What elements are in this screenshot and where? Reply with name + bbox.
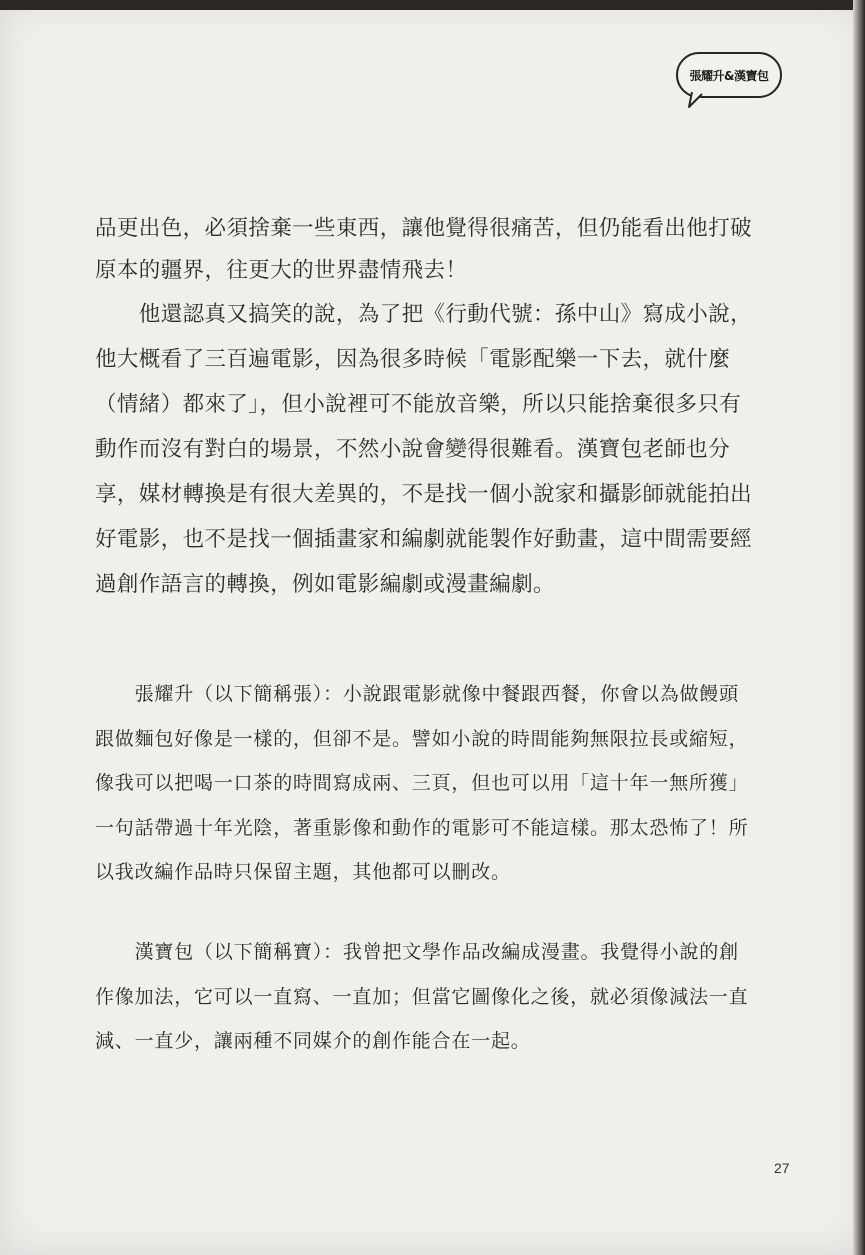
header-label: 張耀升&漢寶包 [689,68,769,83]
paragraph-sun-yat-sen: 他還認真又搞笑的說，為了把《行動代號：孫中山》寫成小說，他大概看了三百遍電影，因為很多時候「電影配樂一下去，就什麼（情緒）都來了」，但小說裡可不能放音樂，所以只能捨棄很多只有動作而沒有對白的場景，不然小說會變得很難看。漢寶包老師也分享，媒材轉換是有很大差異的，不是找一個小說家和攝影師就能拍出好電影，也不是找一個插畫家和編劇就能製作好動畫，這中間需要經過創作語言的轉換，例如電影編劇或漫畫編劇。 [95,302,753,597]
paragraph-interview-zhang: 張耀升（以下簡稱張）：小說跟電影就像中餐跟西餐，你會以為做饅頭跟做麵包好像是一樣的，但卻不是。譬如小說的時間能夠無限拉長或縮短，像我可以把喝一口茶的時間寫成兩、三頁，但也可以用「這十年一無所獲」一句話帶過十年光陰，著重影像和動作的電影可不能這樣。那太恐怖了！所以我改編作品時只保留主題，其他都可以刪改。 [95,683,749,883]
page-number: 27 [774,1160,790,1176]
speech-bubble-tail-icon [688,92,706,108]
paragraph-interview-bao: 漢寶包（以下簡稱寶）：我曾把文學作品改編成漫畫。我覺得小說的創作像加法，它可以一直寫、一直加；但當它圖像化之後，就必須像減法一直減、一直少，讓兩種不同媒介的創作能合在一起。 [95,941,749,1052]
paragraph-continued: 品更出色，必須捨棄一些東西，讓他覺得很痛苦，但仍能看出他打破原本的疆界，往更大的世界盡情飛去！ [95,216,753,283]
